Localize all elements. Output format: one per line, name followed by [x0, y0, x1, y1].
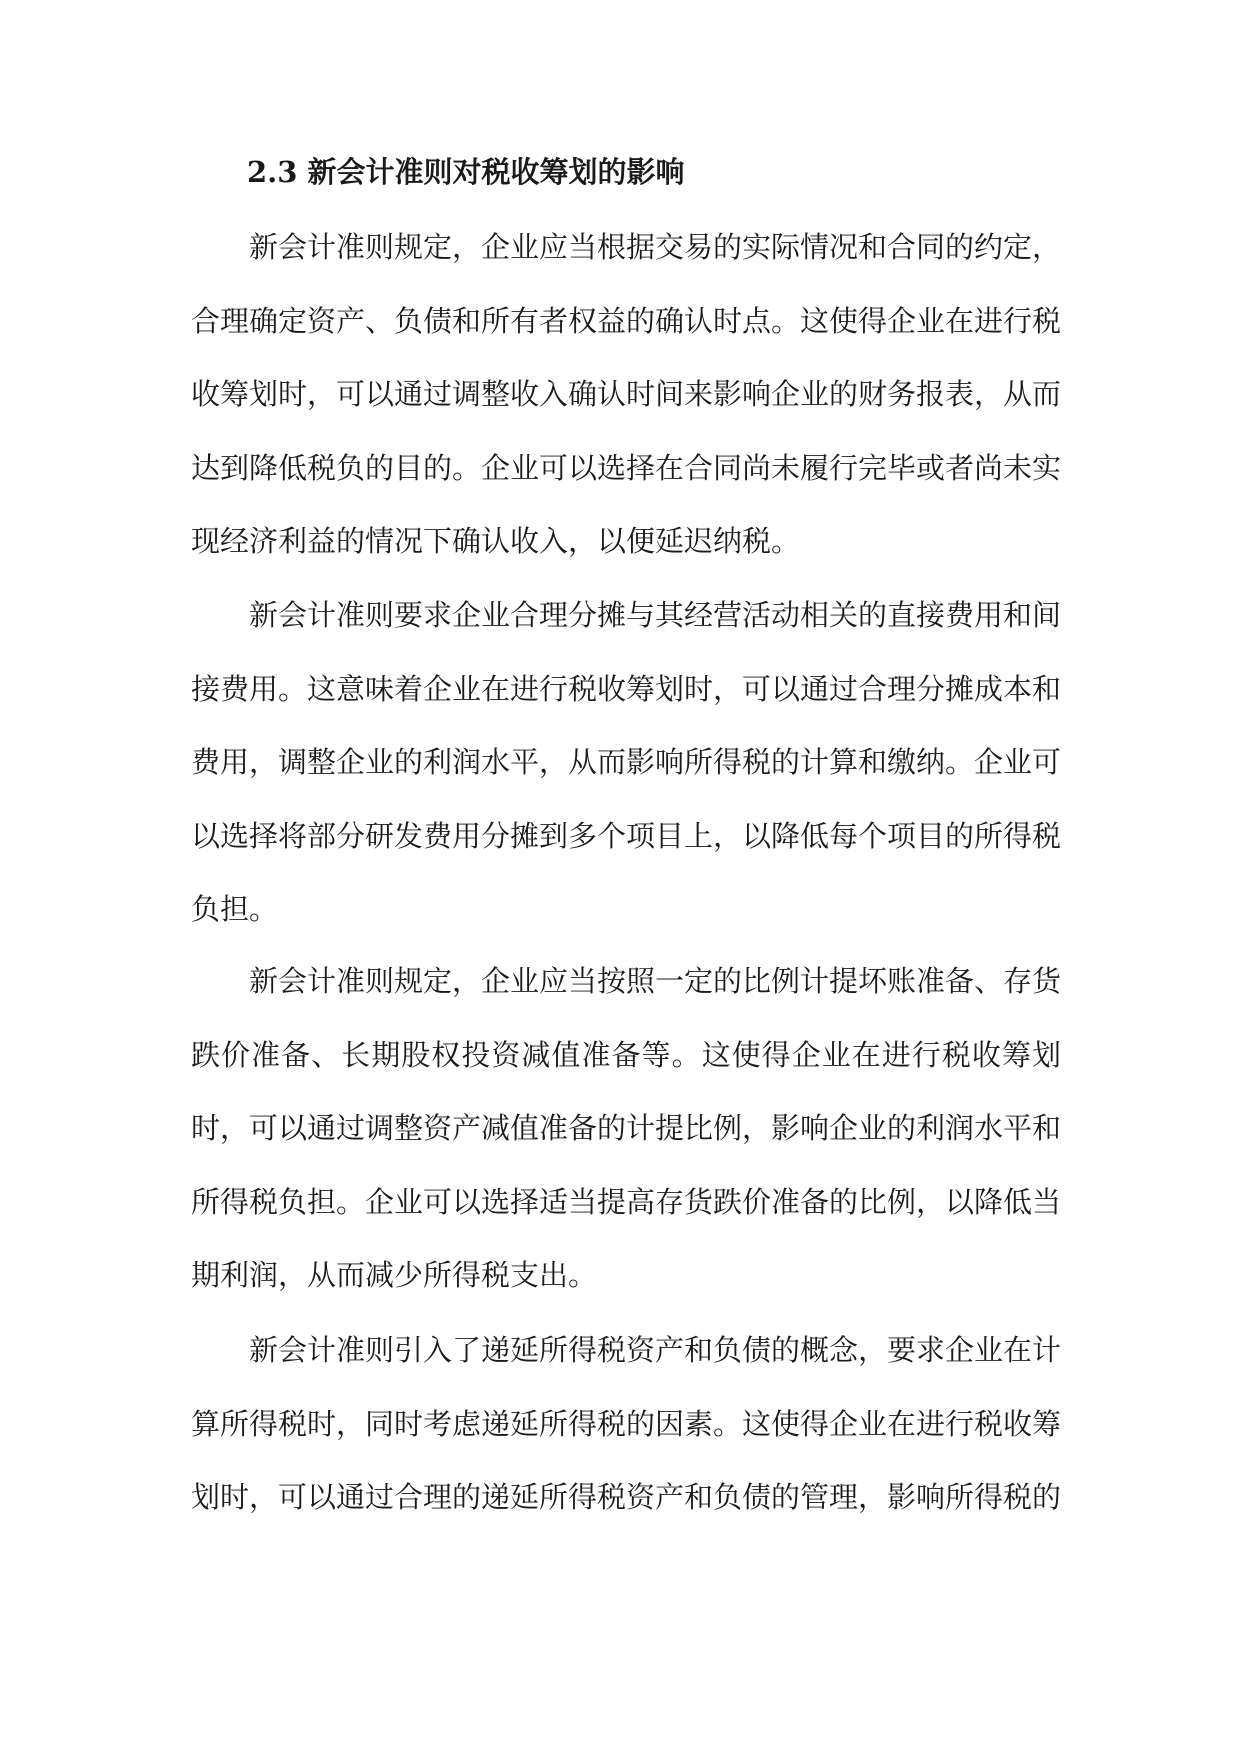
paragraph-revenue-recognition: 新会计准则规定，企业应当根据交易的实际情况和合同的约定，合理确定资产、负债和所有者权益的确认时点。这使得企业在进行税收筹划时，可以通过调整收入确认时间来影响企业的财务报表，从而达到降低税负的目的。企业可以选择在合同尚未履行完毕或者尚未实现经济利益的情况下确认收入，以便延迟纳税。 — [191, 230, 1062, 558]
paragraph-cost-allocation: 新会计准则要求企业合理分摊与其经营活动相关的直接费用和间接费用。这意味着企业在进行税收筹划时，可以通过合理分摊成本和费用，调整企业的利润水平，从而影响所得税的计算和缴纳。企业可以选择将部分研发费用分摊到多个项目上，以降低每个项目的所得税负担。 — [191, 598, 1062, 926]
section-heading: 2.3 新会计准则对税收筹划的影响 — [247, 155, 685, 189]
paragraph-deferred-tax: 新会计准则引入了递延所得税资产和负债的概念，要求企业在计算所得税时，同时考虑递延所得税的因素。这使得企业在进行税收筹划时，可以通过合理的递延所得税资产和负债的管理，影响所得税的 — [191, 1333, 1062, 1514]
paragraph-impairment-provision: 新会计准则规定，企业应当按照一定的比例计提坏账准备、存货跌价准备、长期股权投资减值准备等。这使得企业在进行税收筹划时，可以通过调整资产减值准备的计提比例，影响企业的利润水平和所得税负担。企业可以选择适当提高存货跌价准备的比例，以降低当期利润，从而减少所得税支出。 — [191, 964, 1062, 1292]
